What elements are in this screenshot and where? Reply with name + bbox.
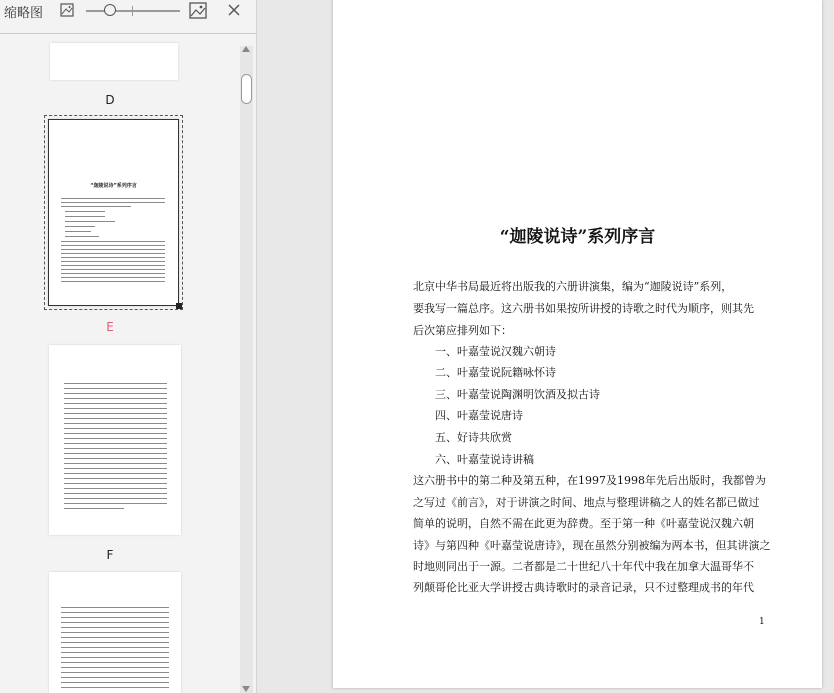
page-thumbnail-f[interactable]: [49, 572, 181, 693]
page-thumbnail-d[interactable]: [48, 119, 179, 306]
document-page: [333, 0, 822, 688]
page-label-f: F: [106, 548, 114, 562]
zoom-slider-knob[interactable]: [104, 4, 116, 16]
paragraph-line: 简单的说明，自然不需在此更为辞费。至于第一种《叶嘉莹说汉魏六朝: [413, 517, 754, 530]
zoom-slider-tick: [132, 6, 133, 16]
page-label-d: D: [105, 93, 115, 107]
thumbnail-toolbar: [0, 0, 256, 22]
thumb-d-title: “迦陵说诗”系列序言: [90, 183, 137, 189]
paragraph-line: 要我写一篇总序。这六册书如果按所讲授的诗歌之时代为顺序，则其先: [413, 302, 754, 315]
thumbnail-resize-handle[interactable]: [176, 303, 182, 309]
pane-title: 缩略图: [4, 6, 44, 21]
paragraph-line: 时地则同出于一源。二者都是二十世纪八十年代中我在加拿大温哥华不: [413, 560, 754, 573]
list-item: 二、叶嘉莹说阮籍咏怀诗: [435, 366, 556, 379]
image-small-icon[interactable]: [60, 3, 74, 17]
scroll-up-arrow-icon[interactable]: [242, 46, 250, 52]
list-item: 五、好诗共欣赏: [435, 431, 512, 444]
scroll-down-arrow-icon[interactable]: [242, 686, 250, 692]
paragraph-line: 之写过《前言》，对于讲演之时间、地点与整理讲稿之人的姓名都已做过: [413, 496, 760, 509]
page-label-e: E: [106, 320, 114, 334]
image-large-icon[interactable]: [189, 2, 207, 19]
document-title: “迦陵说诗”系列序言: [499, 227, 656, 247]
list-item: 三、叶嘉莹说陶渊明饮酒及拟古诗: [435, 388, 600, 401]
paragraph-line: 列颠哥伦比亚大学讲授古典诗歌时的录音记录，只不过整理成书的年代: [413, 581, 754, 594]
page-thumbnail-c[interactable]: [50, 43, 178, 80]
thumbnail-scrollbar[interactable]: [240, 46, 253, 693]
paragraph-line: 诗》与第四种《叶嘉莹说唐诗》，现在虽然分别被编为两本书，但其讲演之: [413, 539, 771, 552]
paragraph-line: 后次第应排列如下：: [413, 324, 512, 337]
paragraph-line: 这六册书中的第二种及第五种，在1997及1998年先后出版时，我都曾为: [413, 474, 766, 487]
close-icon[interactable]: [226, 2, 242, 18]
scrollbar-thumb[interactable]: [241, 74, 252, 104]
zoom-slider-track[interactable]: [86, 10, 180, 12]
paragraph-line: 北京中华书局最近将出版我的六册讲演集，编为“迦陵说诗”系列，: [413, 280, 733, 293]
page-thumbnail-e[interactable]: [49, 345, 181, 535]
list-item: 四、叶嘉莹说唐诗: [435, 409, 523, 422]
thumbnail-pane: [0, 0, 257, 693]
list-item: 一、叶嘉莹说汉魏六朝诗: [435, 345, 556, 358]
page-number: 1: [759, 617, 765, 627]
toolbar-divider: [0, 33, 256, 34]
list-item: 六、叶嘉莹说诗讲稿: [435, 453, 534, 466]
